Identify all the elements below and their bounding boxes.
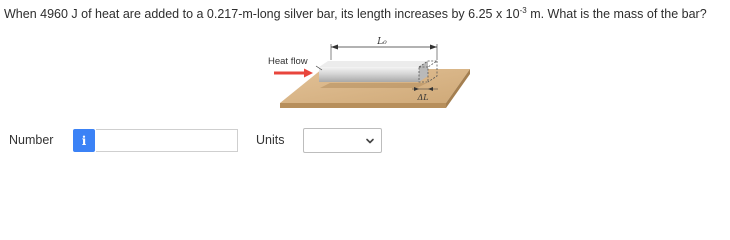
bar-shadow [320, 83, 427, 88]
silver-bar-figure [262, 33, 502, 115]
units-label: Units [256, 133, 285, 147]
table-edge-front [280, 103, 446, 108]
question-exponent: -3 [519, 6, 527, 15]
number-input[interactable] [96, 129, 238, 152]
chevron-down-icon [365, 136, 375, 146]
length-label: L₀ [377, 37, 387, 47]
question-text-part1: When 4960 J of heat are added to a 0.217-m-long silver bar, its length increases by 6.25 x 10 [4, 7, 520, 21]
silver-bar-diagram [262, 33, 502, 115]
units-dropdown[interactable] [303, 128, 382, 153]
question-text-part2: m. What is the mass of the bar? [526, 7, 707, 21]
length-arrow-left [331, 45, 338, 50]
silver-bar-top [319, 61, 428, 67]
heat-flow-label: Heat flow [268, 56, 308, 67]
silver-bar [319, 67, 419, 82]
heat-flow-arrow-icon [274, 69, 313, 78]
delta-label: ΔL [417, 93, 429, 102]
info-icon: i [81, 133, 87, 148]
length-arrow-right [430, 45, 437, 50]
info-button[interactable] [73, 129, 95, 152]
question-text [4, 6, 728, 22]
number-label: Number [9, 133, 54, 147]
